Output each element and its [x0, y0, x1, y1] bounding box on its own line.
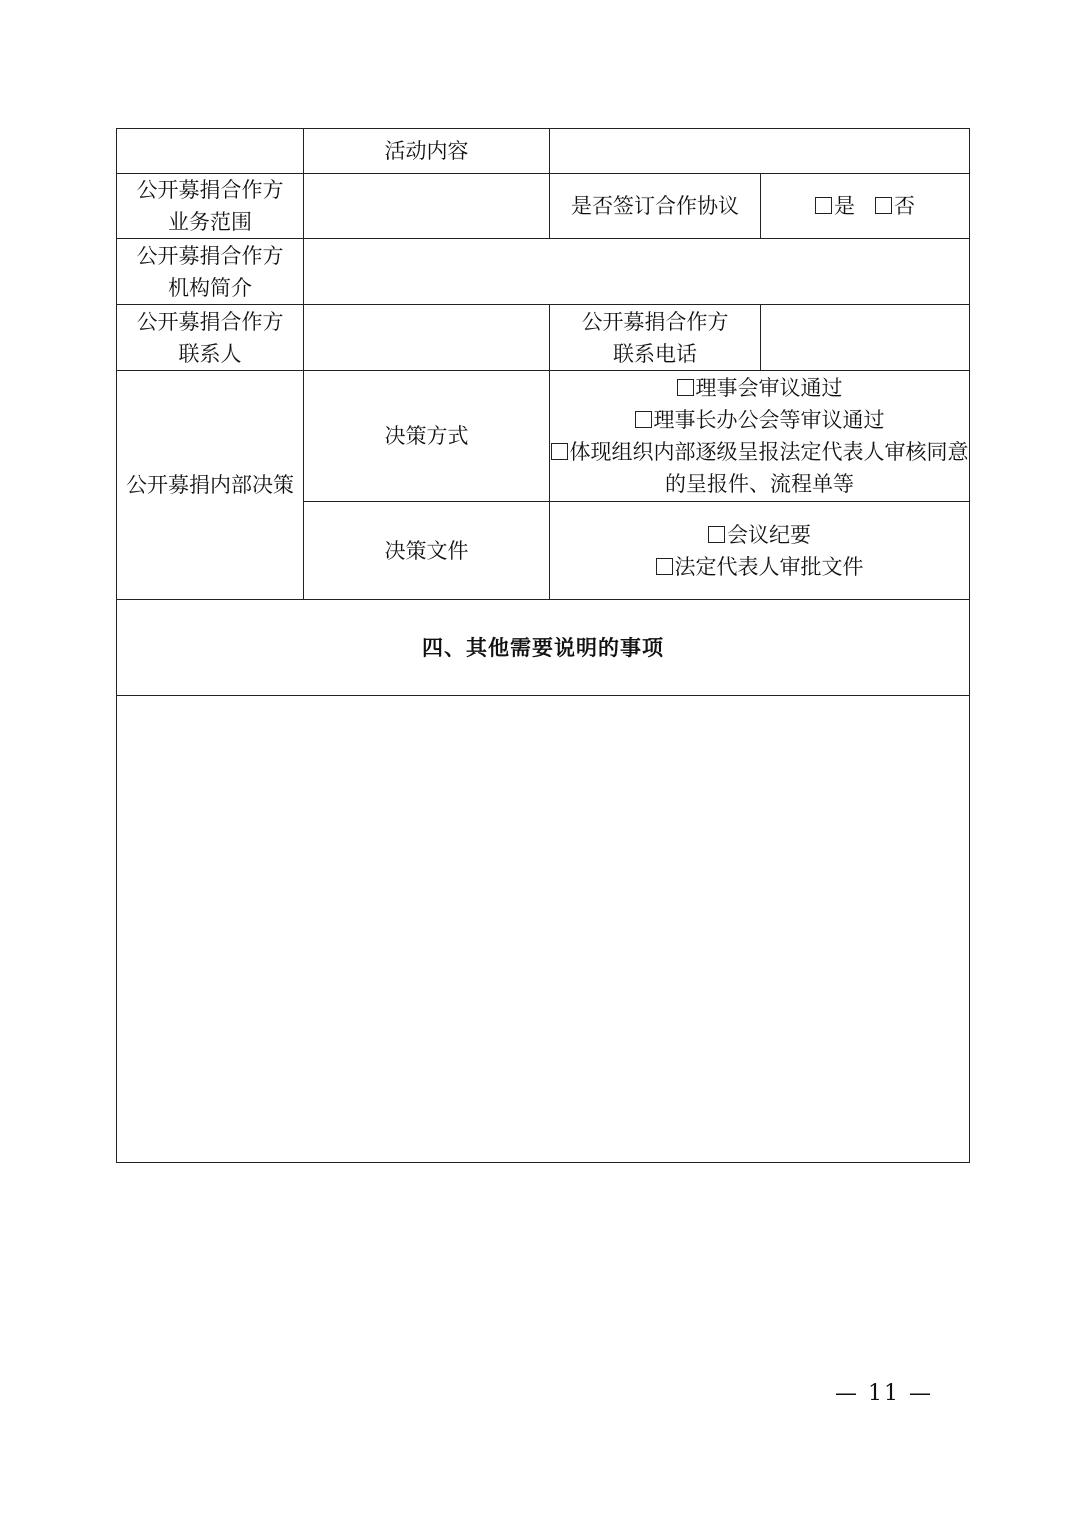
checkbox-icon[interactable] [815, 197, 832, 214]
checkbox-icon[interactable] [875, 197, 892, 214]
filing-form-table [116, 128, 970, 1163]
checkbox-icon[interactable] [635, 411, 652, 428]
decision-method-option[interactable]: 理事会审议通过 [550, 372, 969, 404]
partner-phone-label: 公开募捐合作方 联系电话 [550, 305, 761, 371]
agreement-no-option[interactable]: 否 [875, 194, 915, 218]
agreement-options [761, 174, 970, 239]
internal-decision-label: 公开募捐内部决策 [117, 371, 304, 600]
decision-method-option[interactable]: 理事长办公会等审议通过 [550, 404, 969, 436]
page-number: — 11 — [835, 1381, 933, 1406]
agreement-label: 是否签订合作协议 [550, 174, 761, 239]
decision-document-label: 决策文件 [304, 502, 550, 600]
partner-intro-label: 公开募捐合作方 机构简介 [117, 239, 304, 305]
section-four-title: 四、其他需要说明的事项 [117, 600, 970, 696]
other-matters-value[interactable] [117, 696, 970, 1163]
activity-content-label: 活动内容 [304, 129, 550, 174]
partner-contact-label: 公开募捐合作方 联系人 [117, 305, 304, 371]
decision-method-options [550, 371, 970, 502]
checkbox-icon[interactable] [677, 379, 694, 396]
partner-contact-value[interactable] [304, 305, 550, 371]
decision-document-options [550, 502, 970, 600]
checkbox-icon[interactable] [551, 443, 568, 460]
decision-method-option[interactable]: 体现组织内部逐级呈报法定代表人审核同意的呈报件、流程单等 [550, 436, 969, 500]
decision-document-option[interactable]: 会议纪要 [550, 519, 969, 551]
decision-method-label: 决策方式 [304, 371, 550, 502]
agreement-yes-option[interactable]: 是 [815, 194, 855, 218]
partner-phone-value[interactable] [761, 305, 970, 371]
blank-cell [117, 129, 304, 174]
checkbox-icon[interactable] [708, 526, 725, 543]
checkbox-icon[interactable] [656, 558, 673, 575]
activity-content-value[interactable] [550, 129, 970, 174]
partner-intro-value[interactable] [304, 239, 970, 305]
partner-scope-value[interactable] [304, 174, 550, 239]
partner-scope-label: 公开募捐合作方 业务范围 [117, 174, 304, 239]
decision-document-option[interactable]: 法定代表人审批文件 [550, 551, 969, 583]
